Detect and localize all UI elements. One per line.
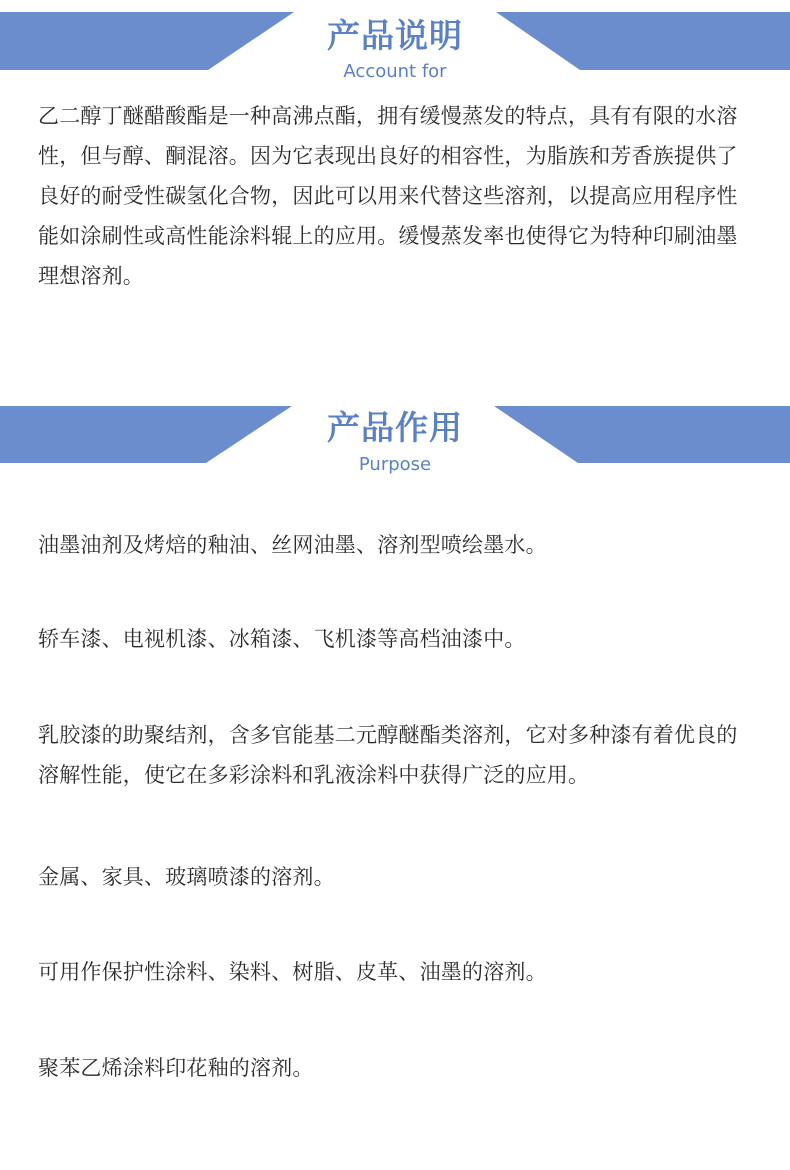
purpose-item: 可用作保护性涂料、染料、树脂、皮革、油墨的溶剂。	[38, 960, 547, 984]
description-paragraph: 乙二醇丁醚醋酸酯是一种高沸点酯，拥有缓慢蒸发的特点，具有有限的水溶性，但与醇、酮混溶。因为它表现出良好的相容性，为脂族和芳香族提供了良好的耐受性碳氢化合物，因此可以用来代替这些溶剂，以提高应用程序性能如涂刷性或高性能涂料辊上的应用。缓慢蒸发率也使得它为特种印刷油墨理想溶剂。	[38, 104, 738, 288]
purpose-item: 轿车漆、电视机漆、冰箱漆、飞机漆等高档油漆中。	[38, 627, 526, 651]
description-subtitle: Account for	[343, 61, 447, 82]
purpose-item: 金属、家具、玻璃喷漆的溶剂。	[38, 865, 335, 889]
purpose-subtitle: Purpose	[358, 454, 432, 475]
purpose-item: 油墨油剂及烤焙的釉油、丝网油墨、溶剂型喷绘墨水。	[38, 533, 547, 557]
purpose-title: 产品作用	[327, 408, 463, 447]
description-title: 产品说明	[327, 16, 463, 55]
purpose-item: 聚苯乙烯涂料印花釉的溶剂。	[38, 1056, 314, 1080]
description-section-header	[0, 0, 790, 80]
purpose-item: 乳胶漆的助聚结剂，含多官能基二元醇醚酯类溶剂，它对多种漆有着优良的溶解性能，使它在多彩涂料和乳液涂料中获得广泛的应用。	[38, 723, 738, 787]
purpose-section-header	[0, 396, 790, 476]
